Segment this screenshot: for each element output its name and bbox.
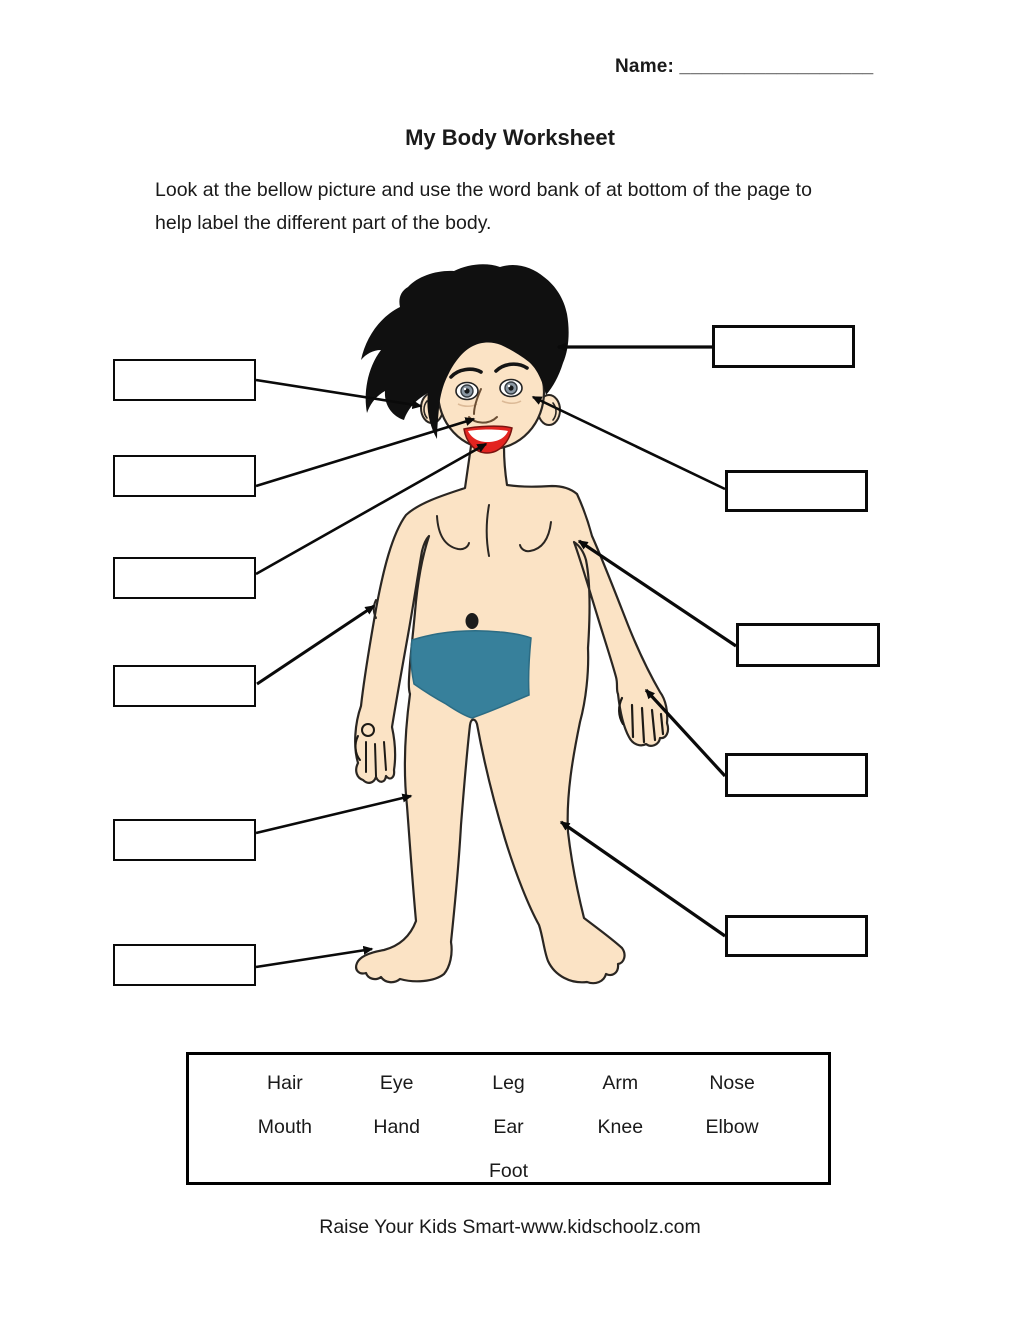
page-title: My Body Worksheet [405, 125, 615, 150]
instructions-line-1: Look at the bellow picture and use the word bank of at bottom of the page to [155, 179, 812, 201]
wordbank-item-nose: Nose [709, 1072, 755, 1094]
arrow-to-elbow [257, 606, 374, 684]
wordbank-item-hand: Hand [373, 1116, 420, 1138]
label-box-mouth[interactable] [113, 557, 256, 599]
wordbank-item-leg: Leg [492, 1072, 525, 1094]
arrow-to-nose [256, 419, 474, 486]
wordbank-item-arm: Arm [602, 1072, 639, 1094]
label-box-leg[interactable] [725, 915, 868, 957]
wordbank-item-foot: Foot [488, 1160, 528, 1182]
instructions-line-2: help label the different part of the body. [155, 212, 492, 234]
wordbank-item-knee: Knee [597, 1116, 644, 1138]
boy-body [355, 446, 668, 983]
arrow-to-knee [256, 796, 411, 833]
footer-branding: Raise Your Kids Smart-www.kidschoolz.com [319, 1216, 701, 1238]
wordbank-item-elbow: Elbow [705, 1116, 759, 1138]
wordbank-item-eye: Eye [379, 1072, 414, 1094]
label-box-eye[interactable] [725, 470, 868, 512]
label-box-elbow[interactable] [113, 665, 256, 707]
word-bank [186, 1052, 831, 1185]
wordbank-item-mouth: Mouth [257, 1116, 312, 1138]
boy-navel [466, 613, 479, 629]
label-box-foot[interactable] [113, 944, 256, 986]
wordbank-item-ear: Ear [493, 1116, 524, 1138]
arrow-to-eye [533, 397, 725, 489]
label-box-hand[interactable] [725, 753, 868, 797]
label-box-ear[interactable] [113, 359, 256, 401]
label-box-arm[interactable] [736, 623, 880, 667]
label-box-knee[interactable] [113, 819, 256, 861]
name-field[interactable]: Name: __________________ [615, 56, 874, 77]
arrow-to-foot [256, 949, 372, 967]
label-box-nose[interactable] [113, 455, 256, 497]
wordbank-item-hair: Hair [267, 1072, 303, 1094]
label-box-hair[interactable] [712, 325, 855, 368]
boy-figure [355, 264, 668, 983]
